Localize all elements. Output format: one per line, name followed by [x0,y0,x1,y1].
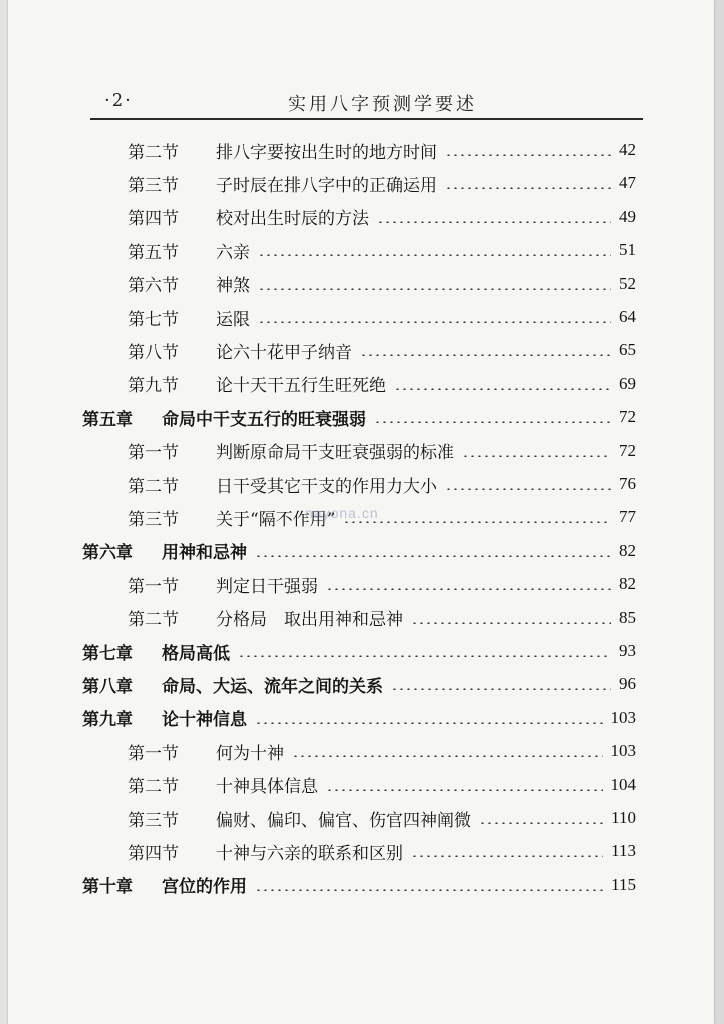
toc-section-row [128,835,636,867]
section-title: 论六十花甲子纳音 [216,342,352,363]
dot-leader [292,755,603,757]
toc-section-row [128,602,636,634]
section-title: 运限 [216,309,250,330]
toc-chapter-row [82,401,636,433]
page-ref: 77 [619,507,636,527]
toc-section-row [128,201,636,233]
page-ref: 76 [619,474,636,493]
chapter-number: 第六章 [82,543,133,564]
section-number: 第二节 [128,476,179,497]
page-ref: 69 [619,373,636,393]
page-ref: 72 [619,407,636,427]
section-title: 六亲 [216,242,250,263]
page-ref: 104 [610,774,636,794]
toc-section-row [128,301,636,333]
section-title: 十神与六亲的联系和区别 [216,843,403,864]
toc-chapter-row [82,635,636,667]
dot-leader [445,187,611,189]
page-ref: 113 [611,841,636,861]
dot-leader [258,321,611,323]
chapter-title: 用神和忌神 [162,543,247,564]
chapter-title: 宫位的作用 [162,877,247,898]
page-ref: 110 [611,808,636,827]
page-ref: 103 [610,741,636,761]
dot-leader [479,822,603,824]
page-ref: 64 [619,307,636,326]
section-number: 第三节 [128,509,179,530]
page-ref: 47 [619,173,636,193]
section-number: 第四节 [128,209,179,230]
chapter-number: 第九章 [82,710,133,731]
section-number: 第一节 [128,743,179,764]
dot-leader [258,254,611,256]
section-title: 论十天干五行生旺死绝 [216,376,386,397]
toc-section-row [128,334,636,366]
dot-leader [391,688,611,690]
dot-leader [445,154,611,156]
toc-section-row [128,435,636,467]
section-title: 子时辰在排八字中的正确运用 [216,175,437,196]
toc-section-row [128,802,636,834]
page-ref: 72 [619,440,636,460]
watermark: nayona.cn [305,505,379,521]
chapter-title: 命局、大运、流年之间的关系 [162,676,383,697]
toc-chapter-row [82,668,636,700]
page-ref: 65 [619,340,636,360]
dot-leader [255,889,603,891]
page-ref: 115 [611,874,636,894]
toc-section-row [128,368,636,400]
section-number: 第三节 [128,175,179,196]
section-title: 何为十神 [216,743,284,764]
page-ref: 82 [619,574,636,594]
page-ref: 82 [619,540,636,560]
toc-section-row [128,268,636,300]
dot-leader [255,722,603,724]
dot-leader [326,588,611,590]
section-number: 第五节 [128,242,179,263]
chapter-number: 第七章 [82,643,133,664]
toc-section-row [128,769,636,801]
dot-leader [343,521,611,523]
toc-chapter-row [82,869,636,901]
section-number: 第八节 [128,342,179,363]
toc-section-row [128,568,636,600]
section-number: 第一节 [128,443,179,464]
section-number: 第二节 [128,777,179,798]
page-ref: 93 [619,641,636,660]
toc-chapter-row [82,702,636,734]
page-ref: 52 [619,273,636,293]
section-title: 排八字要按出生时的地方时间 [216,142,437,163]
toc-chapter-row [82,535,636,567]
section-number: 第二节 [128,142,179,163]
chapter-title: 格局高低 [162,643,230,664]
dot-leader [255,555,611,557]
dot-leader [326,789,603,791]
dot-leader [445,488,611,490]
dot-leader [360,354,611,356]
page-number: ·2· [104,90,133,111]
page-ref: 42 [619,140,636,159]
page-ref: 85 [619,607,636,627]
section-title: 关于“隔不作用” [216,509,336,530]
toc-section-row [128,468,636,500]
chapter-title: 论十神信息 [162,710,247,731]
dot-leader [238,655,611,657]
chapter-number: 第八章 [82,676,133,697]
dot-leader [394,388,611,390]
section-title: 日干受其它干支的作用力大小 [216,476,437,497]
running-title: 实用八字预测学要述 [288,94,477,115]
section-title: 神煞 [216,276,250,297]
page-ref: 49 [619,206,636,226]
toc-section-row [128,735,636,767]
section-number: 第一节 [128,576,179,597]
section-number: 第七节 [128,309,179,330]
page-ref: 96 [619,674,636,694]
section-number: 第四节 [128,843,179,864]
section-title: 十神具体信息 [216,777,318,798]
section-number: 第三节 [128,810,179,831]
chapter-number: 第十章 [82,877,133,898]
toc-section-row [128,134,636,166]
dot-leader [374,421,611,423]
section-title: 判定日干强弱 [216,576,318,597]
page-ref: 51 [619,240,636,260]
dot-leader [377,221,611,223]
section-title: 分格局 取出用神和忌神 [216,610,403,631]
toc-section-row [128,167,636,199]
toc-section-row [128,501,636,533]
section-title: 判断原命局干支旺衰强弱的标准 [216,443,454,464]
chapter-title: 命局中干支五行的旺衰强弱 [162,409,366,430]
section-number: 第二节 [128,610,179,631]
dot-leader [258,288,611,290]
chapter-number: 第五章 [82,409,133,430]
page-ref: 103 [610,707,636,727]
section-title: 校对出生时辰的方法 [216,209,369,230]
section-number: 第六节 [128,276,179,297]
section-number: 第九节 [128,376,179,397]
dot-leader [462,455,611,457]
dot-leader [411,855,603,857]
dot-leader [411,622,611,624]
section-title: 偏财、偏印、偏官、伤官四神阐微 [216,810,471,831]
toc-section-row [128,234,636,266]
